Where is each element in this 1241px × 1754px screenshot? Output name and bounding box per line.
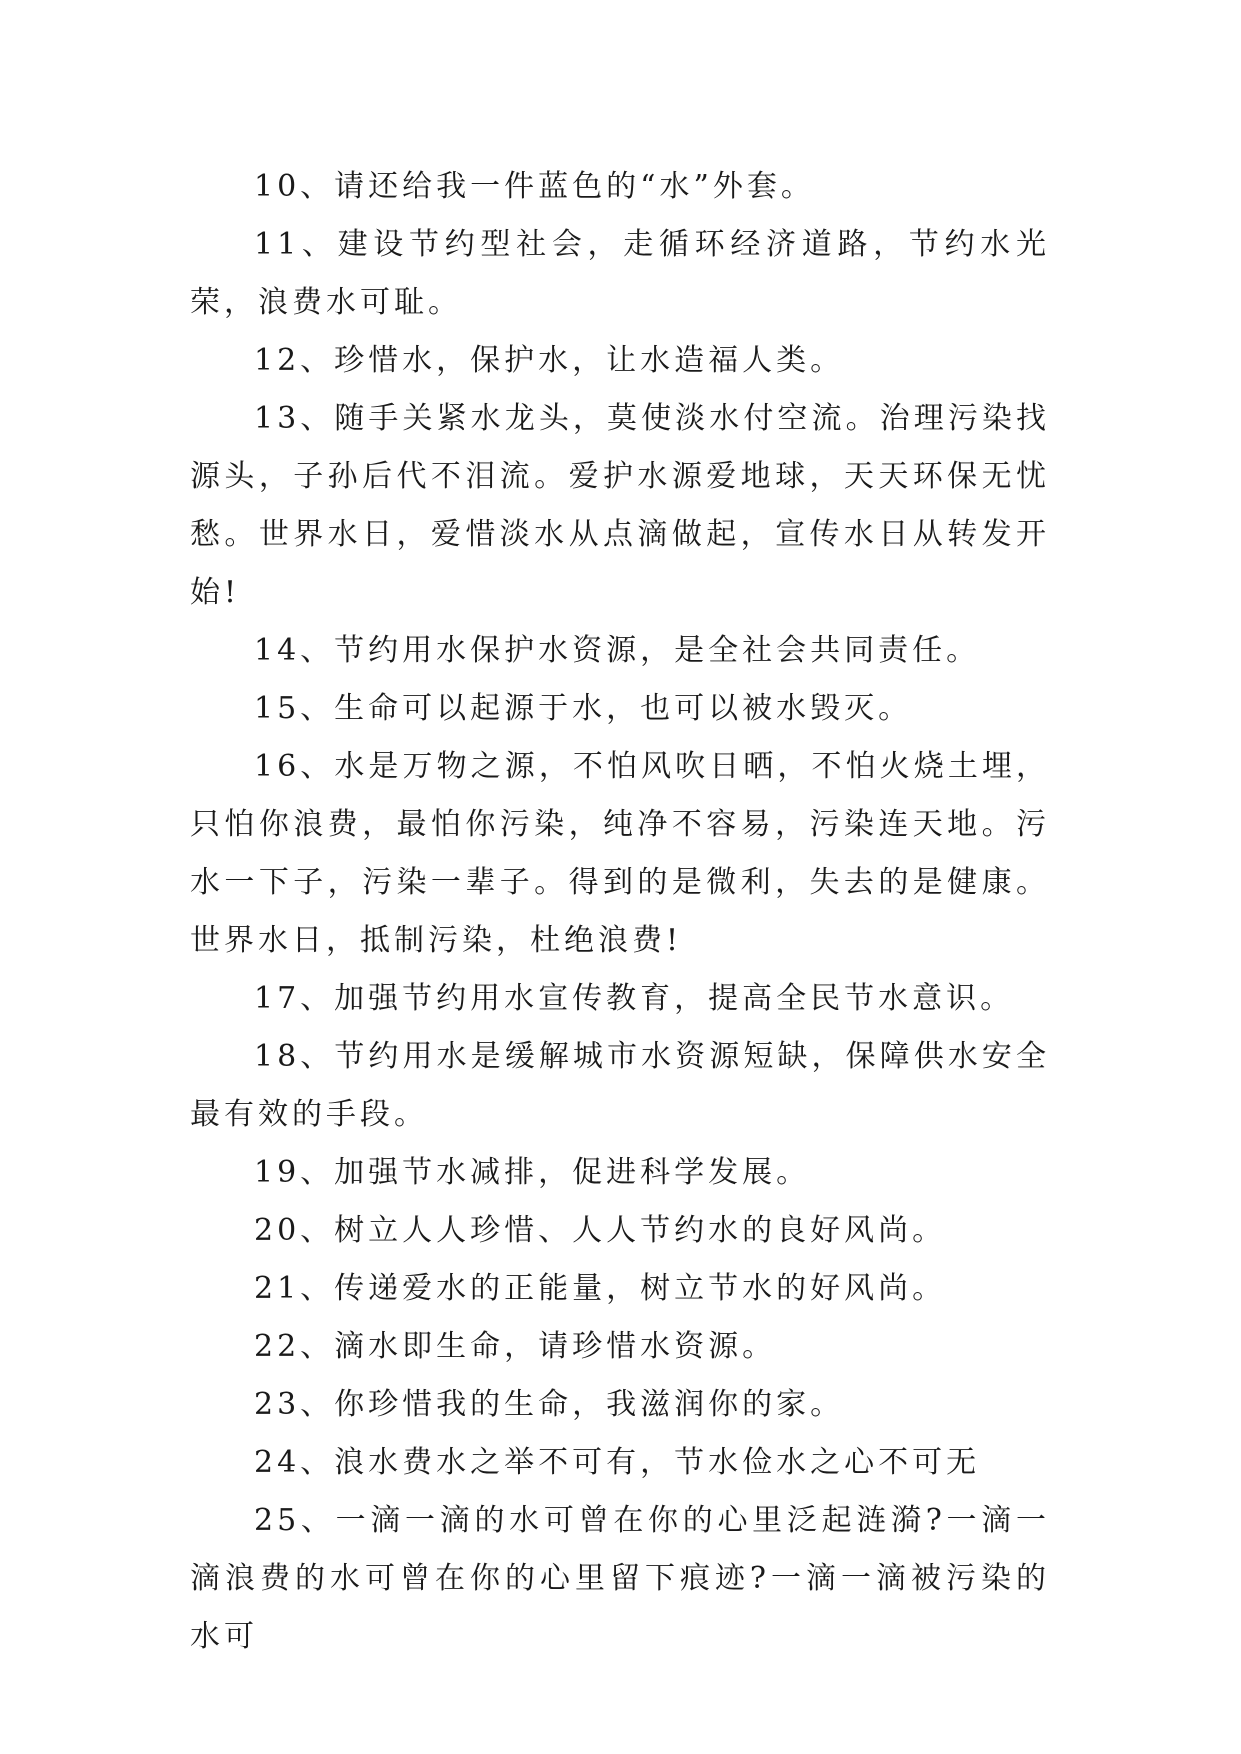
paragraph-16: 16、水是万物之源，不怕风吹日晒，不怕火烧土埋，只怕你浪费，最怕你污染，纯净不容易，污染连天地。污水一下子，污染一辈子。得到的是微利，失去的是健康。世界水日，抵制污染，杜绝浪费!	[190, 749, 1050, 958]
paragraph-15: 15、生命可以起源于水，也可以被水毁灭。	[254, 691, 913, 726]
paragraph-22: 22、滴水即生命，请珍惜水资源。	[254, 1329, 777, 1364]
paragraph-23: 23、你珍惜我的生命，我滋润你的家。	[254, 1387, 845, 1422]
paragraph-12: 12、珍惜水，保护水，让水造福人类。	[254, 343, 845, 378]
paragraph-11: 11、建设节约型社会，走循环经济道路，节约水光荣，浪费水可耻。	[190, 227, 1050, 320]
paragraph-10: 10、请还给我一件蓝色的“水”外套。	[254, 169, 815, 204]
paragraph-25: 25、一滴一滴的水可曾在你的心里泛起涟漪?一滴一滴浪费的水可曾在你的心里留下痕迹?一滴一滴被污染的水可	[190, 1503, 1050, 1654]
paragraph-24: 24、浪水费水之举不可有，节水俭水之心不可无	[254, 1445, 981, 1480]
document-body	[190, 158, 1050, 1666]
paragraph-13: 13、随手关紧水龙头，莫使淡水付空流。治理污染找源头，子孙后代不泪流。爱护水源爱地球，天天环保无忧愁。世界水日，爱惜淡水从点滴做起，宣传水日从转发开始!	[190, 401, 1050, 610]
paragraph-19: 19、加强节水减排，促进科学发展。	[254, 1155, 811, 1190]
paragraph-17: 17、加强节约用水宣传教育，提高全民节水意识。	[254, 981, 1015, 1016]
paragraph-20: 20、树立人人珍惜、人人节约水的良好风尚。	[254, 1213, 947, 1248]
paragraph-18: 18、节约用水是缓解城市水资源短缺，保障供水安全最有效的手段。	[190, 1039, 1050, 1132]
paragraph-21: 21、传递爱水的正能量，树立节水的好风尚。	[254, 1271, 947, 1306]
paragraph-14: 14、节约用水保护水资源，是全社会共同责任。	[254, 633, 981, 668]
